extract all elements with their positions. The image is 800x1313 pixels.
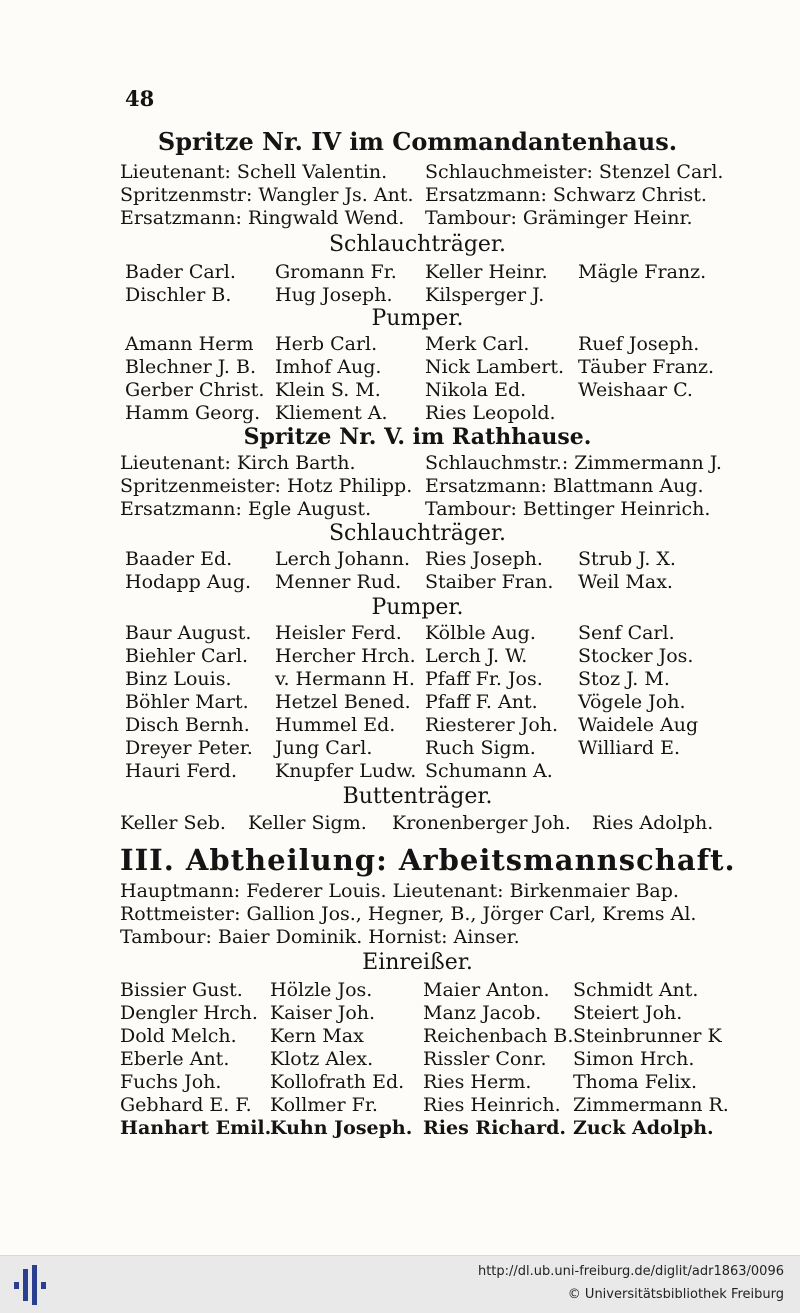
- officer-entry: Ersatzmann: Ringwald Wend.: [120, 207, 405, 229]
- name-entry: Eberle Ant.: [120, 1048, 230, 1070]
- name-entry: Steinbrunner K: [573, 1025, 722, 1047]
- name-row: [120, 714, 715, 737]
- library-logo-icon: [14, 1265, 48, 1305]
- section-heading-abtheilung-iii: III. Abtheilung: Arbeitsmannschaft.: [120, 843, 736, 877]
- page-number: 48: [125, 86, 155, 111]
- name-entry: Ruch Sigm.: [425, 737, 536, 759]
- name-entry: Hanhart Emil.: [120, 1117, 272, 1139]
- name-row: [120, 571, 715, 594]
- officer-row: [120, 452, 722, 475]
- name-row: [120, 1048, 715, 1071]
- name-entry: Vögele Joh.: [578, 691, 686, 713]
- officer-entry: Tambour: Gräminger Heinr.: [425, 207, 693, 229]
- name-entry: Zimmermann R.: [573, 1094, 729, 1116]
- officer-row: [120, 207, 715, 230]
- officer-entry: Schlauchmeister: Stenzel Carl.: [425, 161, 724, 183]
- name-entry: Simon Hrch.: [573, 1048, 695, 1070]
- name-entry: Ruef Joseph.: [578, 333, 700, 355]
- name-entry: Staiber Fran.: [425, 571, 554, 593]
- name-entry: Lerch Johann.: [275, 548, 410, 570]
- name-entry: Weishaar C.: [578, 379, 693, 401]
- officer-entry: Spritzenmeister: Hotz Philipp.: [120, 475, 413, 497]
- name-entry: Heisler Ferd.: [275, 622, 402, 644]
- name-row: [120, 1094, 729, 1117]
- name-row: [120, 691, 715, 714]
- name-entry: Manz Jacob.: [423, 1002, 542, 1024]
- name-entry: Keller Seb.: [120, 812, 226, 834]
- name-entry: Baader Ed.: [125, 548, 233, 570]
- name-row: [120, 668, 715, 691]
- name-entry: v. Hermann H.: [275, 668, 415, 690]
- name-row: [120, 1002, 715, 1025]
- name-entry: Kollofrath Ed.: [270, 1071, 405, 1093]
- name-row: [120, 1071, 715, 1094]
- name-entry: Kaiser Joh.: [270, 1002, 376, 1024]
- name-row: [120, 402, 715, 425]
- name-row: [120, 379, 715, 402]
- officer-row: [120, 475, 715, 498]
- officer-row: [120, 498, 715, 521]
- name-entry: Waidele Aug: [578, 714, 699, 736]
- name-entry: Kölble Aug.: [425, 622, 536, 644]
- name-entry: Imhof Aug.: [275, 356, 382, 378]
- name-entry: Ries Heinrich.: [423, 1094, 561, 1116]
- officer-row: Rottmeister: Gallion Jos., Hegner, B., Jörger Carl, Krems Al.: [120, 903, 697, 925]
- name-entry: Gerber Christ.: [125, 379, 265, 401]
- name-entry: Zuck Adolph.: [573, 1117, 714, 1139]
- name-entry: Kliement A.: [275, 402, 388, 424]
- name-entry: Strub J. X.: [578, 548, 676, 570]
- name-entry: Böhler Mart.: [125, 691, 249, 713]
- name-entry: Hetzel Bened.: [275, 691, 411, 713]
- name-entry: Steiert Joh.: [573, 1002, 683, 1024]
- name-entry: Weil Max.: [578, 571, 673, 593]
- name-entry: Kronenberger Joh.: [392, 812, 571, 834]
- officer-row: [120, 161, 724, 184]
- name-entry: Keller Sigm.: [248, 812, 367, 834]
- name-entry: Hodapp Aug.: [125, 571, 252, 593]
- permalink-url[interactable]: http://dl.ub.uni-freiburg.de/diglit/adr1863/0096: [477, 1264, 784, 1279]
- officer-entry: Ersatzmann: Blattmann Aug.: [425, 475, 704, 497]
- name-entry: Thoma Felix.: [573, 1071, 698, 1093]
- name-entry: Hercher Hrch.: [275, 645, 416, 667]
- name-row: [120, 261, 715, 284]
- name-entry: Maier Anton.: [423, 979, 550, 1001]
- name-entry: Hamm Georg.: [125, 402, 261, 424]
- officer-entry: Lieutenant: Schell Valentin.: [120, 161, 388, 183]
- name-entry: Bissier Gust.: [120, 979, 243, 1001]
- viewer-footer: [0, 1255, 800, 1313]
- name-entry: Williard E.: [578, 737, 681, 759]
- name-entry: Jung Carl.: [275, 737, 373, 759]
- name-entry: Klein S. M.: [275, 379, 381, 401]
- name-entry: Klotz Alex.: [270, 1048, 374, 1070]
- name-entry: Dengler Hrch.: [120, 1002, 258, 1024]
- name-entry: Ries Richard.: [423, 1117, 567, 1139]
- name-entry: Hauri Ferd.: [125, 760, 238, 782]
- group-title: Pumper.: [371, 306, 464, 331]
- name-entry: Schumann A.: [425, 760, 553, 782]
- name-entry: Knupfer Ludw.: [275, 760, 417, 782]
- name-entry: Rissler Conr.: [423, 1048, 547, 1070]
- group-title: Schlauchträger.: [328, 232, 507, 257]
- name-row: [120, 979, 715, 1002]
- name-entry: Senf Carl.: [578, 622, 675, 644]
- officer-entry: Schlauchmstr.: Zimmermann J.: [425, 452, 722, 474]
- officer-row: Hauptmann: Federer Louis. Lieutenant: Birkenmaier Bap.: [120, 880, 679, 902]
- section-heading-spritze-v: Spritze Nr. V. im Rathhause.: [243, 424, 592, 450]
- name-entry: Dreyer Peter.: [125, 737, 253, 759]
- name-entry: Mägle Franz.: [578, 261, 707, 283]
- name-entry: Nikola Ed.: [425, 379, 527, 401]
- name-entry: Keller Heinr.: [425, 261, 548, 283]
- name-entry: Kern Max: [270, 1025, 364, 1047]
- officer-entry: Spritzenmstr: Wangler Js. Ant.: [120, 184, 414, 206]
- name-row: [120, 737, 715, 760]
- officer-entry: Lieutenant: Kirch Barth.: [120, 452, 356, 474]
- officer-entry: Tambour: Bettinger Heinrich.: [425, 498, 711, 520]
- name-entry: Gebhard E. F.: [120, 1094, 252, 1116]
- name-entry: Biehler Carl.: [125, 645, 249, 667]
- name-entry: Nick Lambert.: [425, 356, 565, 378]
- name-entry: Ries Leopold.: [425, 402, 556, 424]
- name-row: [120, 1025, 722, 1048]
- name-entry: Täuber Franz.: [578, 356, 715, 378]
- name-entry: Amann Herm: [125, 333, 254, 355]
- officer-entry: Ersatzmann: Egle August.: [120, 498, 372, 520]
- name-row: [120, 548, 715, 571]
- name-row: [120, 760, 715, 783]
- name-row: [120, 356, 715, 379]
- name-entry: Ries Adolph.: [592, 812, 714, 834]
- name-row: [120, 645, 715, 668]
- name-row: [120, 812, 715, 835]
- name-entry: Hummel Ed.: [275, 714, 396, 736]
- name-entry: Hölzle Jos.: [270, 979, 373, 1001]
- group-title: Pumper.: [371, 595, 464, 620]
- name-entry: Kollmer Fr.: [270, 1094, 378, 1116]
- name-row: [120, 284, 715, 307]
- name-entry: Ries Joseph.: [425, 548, 543, 570]
- name-entry: Gromann Fr.: [275, 261, 397, 283]
- name-row: [120, 333, 715, 356]
- name-entry: Herb Carl.: [275, 333, 378, 355]
- officer-row: [120, 184, 715, 207]
- name-entry: Baur August.: [125, 622, 252, 644]
- name-entry: Disch Bernh.: [125, 714, 250, 736]
- name-entry: Bader Carl.: [125, 261, 236, 283]
- name-entry: Stoz J. M.: [578, 668, 670, 690]
- officer-row: Tambour: Baier Dominik. Hornist: Ainser.: [120, 926, 520, 948]
- name-entry: Hug Joseph.: [275, 284, 393, 306]
- group-title: Einreißer.: [362, 950, 473, 975]
- name-entry: Riesterer Joh.: [425, 714, 559, 736]
- name-entry: Kuhn Joseph.: [270, 1117, 413, 1139]
- name-entry: Reichenbach B.: [423, 1025, 574, 1047]
- name-entry: Ries Herm.: [423, 1071, 532, 1093]
- name-entry: Dold Melch.: [120, 1025, 237, 1047]
- name-entry: Binz Louis.: [125, 668, 232, 690]
- name-entry: Stocker Jos.: [578, 645, 694, 667]
- name-row: [120, 1117, 715, 1140]
- name-entry: Dischler B.: [125, 284, 232, 306]
- name-entry: Lerch J. W.: [425, 645, 528, 667]
- name-entry: Kilsperger J.: [425, 284, 545, 306]
- group-title: Buttenträger.: [342, 784, 493, 809]
- group-title: Schlauchträger.: [328, 521, 507, 546]
- name-entry: Menner Rud.: [275, 571, 402, 593]
- name-entry: Merk Carl.: [425, 333, 530, 355]
- name-row: [120, 622, 715, 645]
- officer-entry: Ersatzmann: Schwarz Christ.: [425, 184, 707, 206]
- copyright-text: © Universitätsbibliothek Freiburg: [567, 1287, 784, 1302]
- name-entry: Fuchs Joh.: [120, 1071, 222, 1093]
- name-entry: Blechner J. B.: [125, 356, 256, 378]
- section-heading-spritze-iv: Spritze Nr. IV im Commandantenhaus.: [157, 127, 678, 156]
- name-entry: Pfaff F. Ant.: [425, 691, 538, 713]
- name-entry: Schmidt Ant.: [573, 979, 699, 1001]
- name-entry: Pfaff Fr. Jos.: [425, 668, 543, 690]
